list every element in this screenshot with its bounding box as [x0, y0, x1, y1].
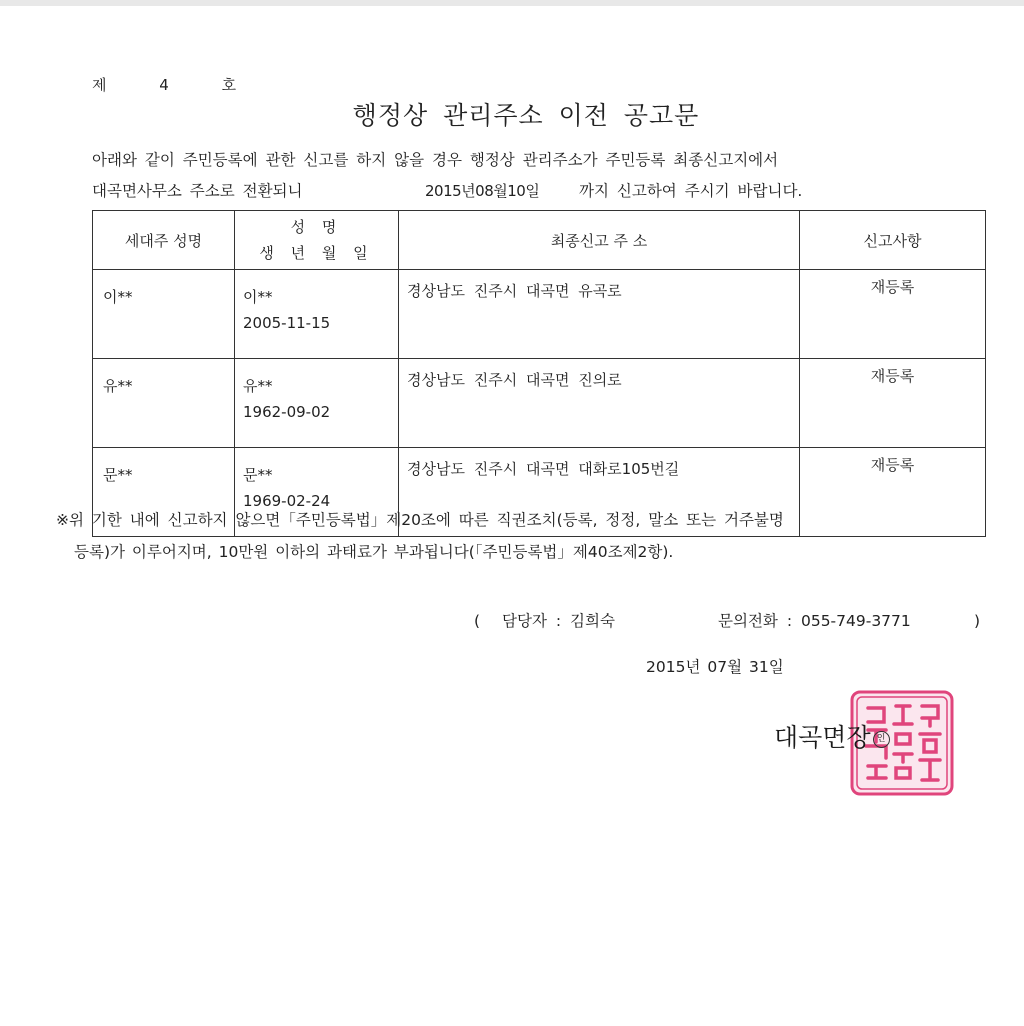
table-header-row	[93, 211, 986, 270]
header-name-birthdate	[235, 211, 399, 270]
intro-line-1: 아래와 같이 주민등록에 관한 신고를 하지 않을 경우 행정상 관리주소가 주민등록 최종신고지에서	[92, 151, 779, 169]
document-number: 제 4 호	[92, 76, 237, 94]
notice-table	[92, 210, 986, 537]
note-line-1: ※위 기한 내에 신고하지 않으면「주민등록법」제20조에 따른 직권조치(등록, 정정, 말소 또는 거주불명	[56, 511, 784, 529]
note-line-2: 등록)가 이루어지며, 10만원 이하의 과태료가 부과됩니다(「주민등록법」제40조제2항).	[74, 543, 674, 561]
person-birthdate: 2005-11-15	[243, 314, 331, 332]
intro-line-2-part-1: 대곡면사무소 주소로 전환되니	[92, 182, 303, 200]
person-name: 유**	[243, 377, 273, 395]
header-birthdate: 생 년 월 일	[259, 244, 374, 262]
table-row	[93, 270, 986, 359]
header-name: 성 명	[290, 218, 343, 236]
householder-cell: 이**	[93, 270, 235, 359]
contact-open-paren: (	[474, 612, 481, 630]
signer-name: 대곡면장	[774, 723, 871, 752]
contact-phone: 문의전화 : 055-749-3771	[718, 612, 911, 630]
document-title: 행정상 관리주소 이전 공고문	[352, 101, 700, 130]
intro-line-2	[92, 179, 802, 201]
deadline-date: 2015년08월10일	[425, 182, 540, 200]
header-address: 최종신고 주 소	[399, 211, 800, 270]
address-cell: 경상남도 진주시 대곡면 진의로	[399, 359, 800, 448]
report-cell: 재등록	[800, 270, 986, 359]
seal-mark-icon: 인	[873, 731, 890, 748]
scan-edge-shade	[0, 0, 1024, 6]
contact-person: 담당자 : 김희숙	[502, 612, 615, 630]
contact-line	[474, 609, 980, 631]
person-cell	[235, 270, 399, 359]
person-name: 문**	[243, 466, 273, 484]
report-cell: 재등록	[800, 448, 986, 537]
table-row	[93, 359, 986, 448]
header-report: 신고사항	[800, 211, 986, 270]
person-birthdate: 1969-02-24	[243, 492, 331, 510]
person-cell	[235, 359, 399, 448]
person-name: 이**	[243, 288, 273, 306]
person-birthdate: 1962-09-02	[243, 403, 331, 421]
householder-cell: 문**	[93, 448, 235, 537]
report-cell: 재등록	[800, 359, 986, 448]
signer-title	[774, 718, 890, 754]
contact-close-paren: )	[974, 612, 981, 630]
intro-line-2-part-2: 까지 신고하여 주시기 바랍니다.	[579, 182, 803, 200]
address-cell: 경상남도 진주시 대곡면 유곡로	[399, 270, 800, 359]
header-householder: 세대주 성명	[93, 211, 235, 270]
address-cell: 경상남도 진주시 대곡면 대화로105번길	[399, 448, 800, 537]
issue-date: 2015년 07월 31일	[646, 658, 784, 676]
householder-cell: 유**	[93, 359, 235, 448]
